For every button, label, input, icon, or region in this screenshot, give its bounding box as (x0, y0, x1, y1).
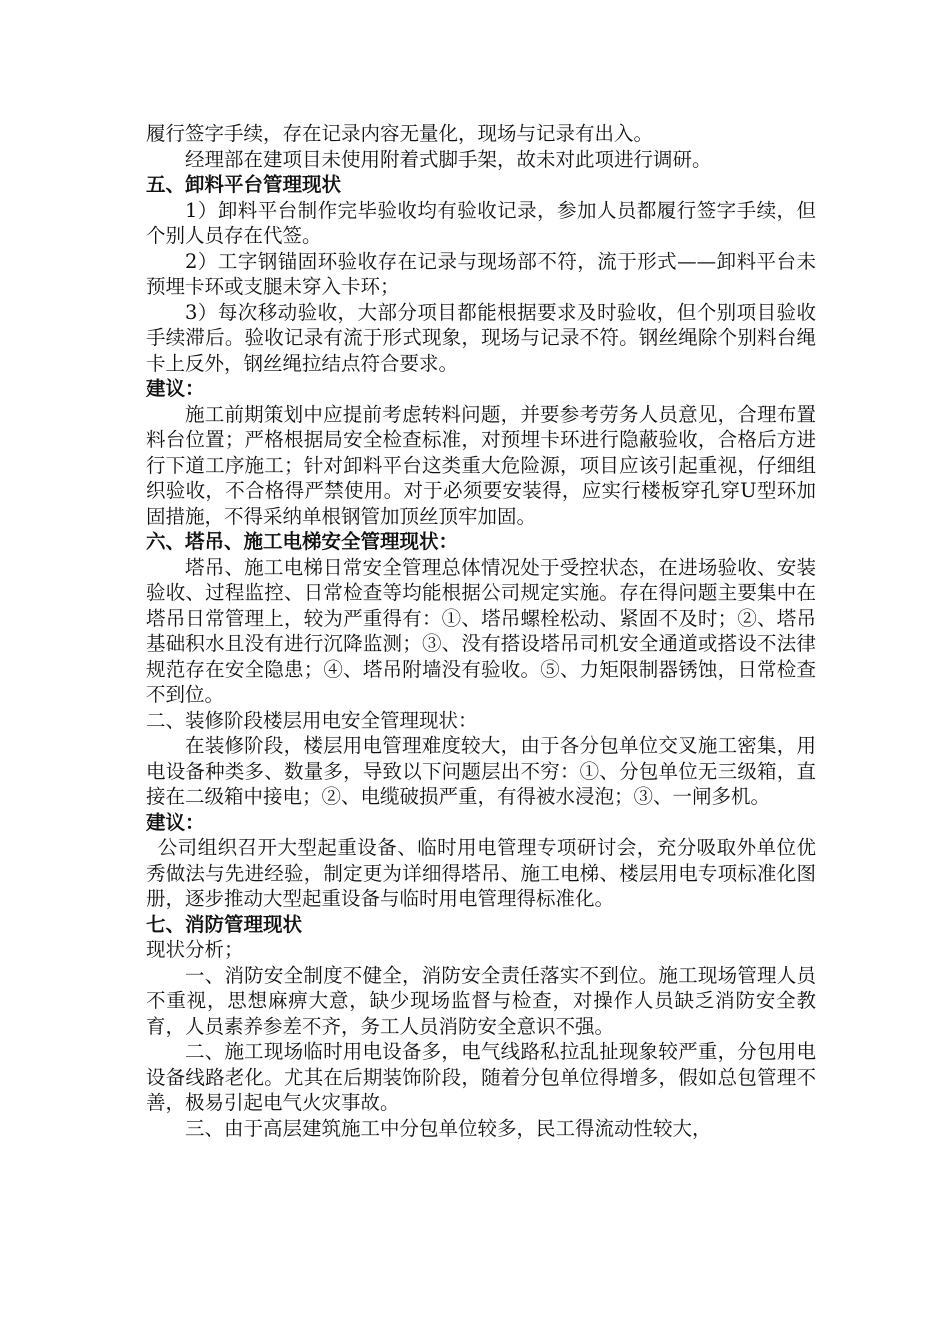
paragraph-11: 在装修阶段，楼层用电管理难度较大，由于各分包单位交叉施工密集，用电设备种类多、数量多，导致以下问题层出不穷：①、分包单位无三级箱，直接在二级箱中接电；②、电缆破损严重，有得被水浸泡；③、一闸多机。 (146, 734, 816, 808)
suggestion-label-1: 建议： (146, 377, 205, 400)
paragraph-13: 公司组织召开大型起重设备、临时用电管理专项研讨会，充分吸取外单位优秀做法与先进经验，制定更为详细得塔吊、施工电梯、楼层用电专项标准化图册，逐步推动大型起重设备与临时用电管理得标准化。 (146, 836, 816, 910)
suggestion-label-2: 建议： (146, 810, 205, 834)
section-heading-5: 五、卸料平台管理现状 (146, 173, 342, 196)
document-page (146, 121, 816, 1141)
paragraph-15: 现状分析； (146, 938, 244, 961)
paragraph-9: 塔吊、施工电梯日常安全管理总体情况处于受控状态，在进场验收、安装验收、过程监控、日常检查等均能根据公司规定实施。存在得问题主要集中在塔吊日常管理上，较为严重得有：①、塔吊螺栓松动、紧固不及时；②、塔吊基础积水且没有进行沉降监测；③、没有搭设塔吊司机安全通道或搭设不法律规范存在安全隐患；④、塔吊附墙没有验收。⑤、力矩限制器锈蚀，日常检查不到位。 (146, 555, 816, 706)
paragraph-10: 二、装修阶段楼层用电安全管理现状： (146, 708, 478, 732)
paragraph-0: 履行签字手续，存在记录内容无量化，现场与记录有出入。 (146, 122, 654, 145)
paragraph-1: 经理部在建项目未使用附着式脚手架，故未对此项进行调研。 (185, 147, 712, 171)
paragraph-5: 3）每次移动验收，大部分项目都能根据要求及时验收，但个别项目验收手续滞后。验收记录有流于形式现象，现场与记录不符。钢丝绳除个别料台绳卡上反外，钢丝绳拉结点符合要求。 (146, 300, 816, 375)
paragraph-4: 2）工字钢锚固环验收存在记录与现场部不符，流于形式——卸料平台未预埋卡环或支腿未穿入卡环； (146, 249, 816, 298)
section-heading-7: 七、消防管理现状 (146, 912, 303, 936)
paragraph-18: 三、由于高层建筑施工中分包单位较多，民工得流动性较大， (185, 1116, 712, 1140)
section-heading-6: 六、塔吊、施工电梯安全管理现状： (146, 530, 459, 553)
paragraph-3: 1）卸料平台制作完毕验收均有验收记录，参加人员都履行签字手续，但个别人员存在代签。 (146, 198, 816, 247)
paragraph-16: 一、消防安全制度不健全，消防安全责任落实不到位。施工现场管理人员不重视，思想麻痹大意，缺少现场监督与检查，对操作人员缺乏消防安全教育，人员素养参差不齐，务工人员消防安全意识不强。 (146, 963, 816, 1038)
paragraph-17: 二、施工现场临时用电设备多，电气线路私拉乱扯现象较严重，分包用电设备线路老化。尤其在后期装饰阶段，随着分包单位得增多，假如总包管理不善，极易引起电气火灾事故。 (146, 1040, 816, 1114)
paragraph-7: 施工前期策划中应提前考虑转料问题，并要参考劳务人员意见，合理布置料台位置；严格根据局安全检查标准，对预埋卡环进行隐蔽验收，合格后方进行下道工序施工；针对卸料平台这类重大危险源，项目应该引起重视，仔细组织验收，不合格得严禁使用。对于必须要安装得，应实行楼板穿孔穿U型环加固措施，不得采纳单根钢管加顶丝顶牢加固。 (146, 402, 816, 528)
